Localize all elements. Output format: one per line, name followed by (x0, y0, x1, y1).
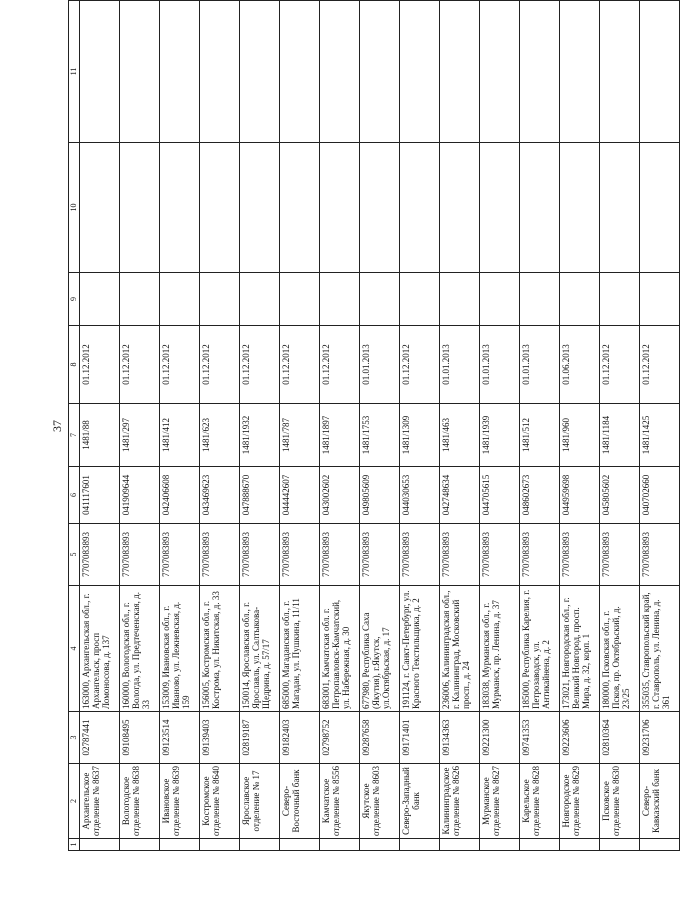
inn-cell: 7707083893 (600, 524, 640, 586)
branch-name-cell: Камчатское отделение № 8556 (320, 764, 360, 839)
date-cell: 01.12.2012 (200, 326, 240, 404)
date-cell: 01.12.2012 (160, 326, 200, 404)
column-9-cell (400, 273, 440, 326)
column-9-cell (560, 273, 600, 326)
registration-number-cell: 1481/1184 (600, 404, 640, 467)
registration-number-cell: 1481/1309 (400, 404, 440, 467)
date-cell: 01.01.2013 (360, 326, 400, 404)
branch-name-cell: Ивановское отделение № 8639 (160, 764, 200, 839)
column-number-header: 5 (69, 524, 80, 586)
column-11-cell (280, 1, 320, 143)
date-cell: 01.12.2012 (120, 326, 160, 404)
row-index-cell (160, 839, 200, 851)
column-10-cell (280, 143, 320, 273)
okpo-code-cell: 02787441 (80, 712, 120, 764)
column-10-cell (240, 143, 280, 273)
inn-cell: 7707083893 (560, 524, 600, 586)
table-row (520, 1, 560, 851)
okpo-code-cell: 02798752 (320, 712, 360, 764)
registration-number-cell: 1481/512 (520, 404, 560, 467)
date-cell: 01.12.2012 (80, 326, 120, 404)
registration-number-cell: 1481/960 (560, 404, 600, 467)
bik-cell: 043469623 (200, 467, 240, 524)
date-cell: 01.01.2013 (520, 326, 560, 404)
inn-cell: 7707083893 (520, 524, 560, 586)
column-9-cell (280, 273, 320, 326)
branch-name-cell: Архангельское отделение № 8637 (80, 764, 120, 839)
bik-cell: 049805609 (360, 467, 400, 524)
bik-cell: 044030653 (400, 467, 440, 524)
column-9-cell (640, 273, 680, 326)
address-cell: 677980, Республика Саха (Якутия), г.Якутск, ул.Октябрьская, д. 17 (360, 586, 400, 712)
inn-cell: 7707083893 (280, 524, 320, 586)
inn-cell: 7707083893 (200, 524, 240, 586)
inn-cell: 7707083893 (120, 524, 160, 586)
column-10-cell (160, 143, 200, 273)
branch-name-cell: Мурманское отделение № 8627 (480, 764, 520, 839)
column-11-cell (440, 1, 480, 143)
row-index-cell (200, 839, 240, 851)
inn-cell: 7707083893 (480, 524, 520, 586)
table-row (640, 1, 680, 851)
column-number-header: 3 (69, 712, 80, 764)
inn-cell: 7707083893 (240, 524, 280, 586)
branch-name-cell: Ярославское отделение № 17 (240, 764, 280, 839)
table-row (560, 1, 600, 851)
row-index-cell (640, 839, 680, 851)
column-11-cell (480, 1, 520, 143)
address-cell: 185000, Республика Карелия, г. Петрозаводск, ул. Антикайнена, д. 2 (520, 586, 560, 712)
okpo-code-cell: 09221300 (480, 712, 520, 764)
column-10-cell (400, 143, 440, 273)
column-number-header-row (69, 1, 80, 851)
bik-cell: 042406608 (160, 467, 200, 524)
branch-name-cell: Северо-Западный банк (400, 764, 440, 839)
table-row (400, 1, 440, 851)
column-10-cell (440, 143, 480, 273)
branch-name-cell: Якутское отделение № 8603 (360, 764, 400, 839)
table-row (360, 1, 400, 851)
row-index-cell (360, 839, 400, 851)
address-cell: 355035, Ставропольский край, г. Ставрополь, ул. Ленина, д. 361 (640, 586, 680, 712)
column-11-cell (560, 1, 600, 143)
inn-cell: 7707083893 (160, 524, 200, 586)
address-cell: 685000, Магаданская обл., г. Магадан, ул. Пушкина, 11/11 (280, 586, 320, 712)
column-9-cell (160, 273, 200, 326)
date-cell: 01.12.2012 (280, 326, 320, 404)
row-index-cell (560, 839, 600, 851)
date-cell: 01.01.2013 (480, 326, 520, 404)
branch-name-cell: Карельское отделение № 8628 (520, 764, 560, 839)
row-index-cell (440, 839, 480, 851)
table-row (160, 1, 200, 851)
row-index-cell (80, 839, 120, 851)
column-9-cell (600, 273, 640, 326)
column-11-cell (80, 1, 120, 143)
column-number-header: 8 (69, 326, 80, 404)
table-row (480, 1, 520, 851)
bik-cell: 042748634 (440, 467, 480, 524)
address-cell: 156005, Костромская обл., г. Кострома, ул. Никитская, д. 33 (200, 586, 240, 712)
inn-cell: 7707083893 (80, 524, 120, 586)
row-index-cell (240, 839, 280, 851)
address-cell: 150014, Ярославская обл., г. Ярославль, ул. Салтыкова-Щедрина, д. 57/17 (240, 586, 280, 712)
column-11-cell (200, 1, 240, 143)
column-10-cell (480, 143, 520, 273)
row-index-cell (600, 839, 640, 851)
okpo-code-cell: 09139403 (200, 712, 240, 764)
column-11-cell (160, 1, 200, 143)
address-cell: 173021, Новгородская обл., г. Великий Новгород, просп. Мира, д. 32, корп. 1 (560, 586, 600, 712)
column-11-cell (400, 1, 440, 143)
registration-number-cell: 1481/1897 (320, 404, 360, 467)
address-cell: 163000, Архангельская обл., г. Архангельск, просп Ломоносова, д. 137 (80, 586, 120, 712)
branch-name-cell: Новгородское отделение № 8629 (560, 764, 600, 839)
registration-number-cell: 1481/88 (80, 404, 120, 467)
branch-name-cell: Вологодское отделение № 8638 (120, 764, 160, 839)
table-row (200, 1, 240, 851)
row-index-cell (480, 839, 520, 851)
bik-cell: 048602673 (520, 467, 560, 524)
column-10-cell (560, 143, 600, 273)
date-cell: 01.01.2013 (440, 326, 480, 404)
address-cell: 191124, г. Санкт-Петербург, ул. Красного Текстильщика, д. 2 (400, 586, 440, 712)
column-11-cell (520, 1, 560, 143)
column-9-cell (360, 273, 400, 326)
column-11-cell (600, 1, 640, 143)
address-cell: 236006, Калининградская обл., г. Калининград, Московский просп., д. 24 (440, 586, 480, 712)
table-row (600, 1, 640, 851)
okpo-code-cell: 09134363 (440, 712, 480, 764)
column-11-cell (640, 1, 680, 143)
table-row (80, 1, 120, 851)
column-10-cell (360, 143, 400, 273)
date-cell: 01.12.2012 (320, 326, 360, 404)
column-number-header: 7 (69, 404, 80, 467)
address-cell: 160000, Вологодская обл., г. Вологда, ул. Предтеченская, д. 33 (120, 586, 160, 712)
inn-cell: 7707083893 (320, 524, 360, 586)
column-number-header: 6 (69, 467, 80, 524)
inn-cell: 7707083893 (640, 524, 680, 586)
row-index-cell (120, 839, 160, 851)
date-cell: 01.12.2012 (600, 326, 640, 404)
inn-cell: 7707083893 (360, 524, 400, 586)
column-9-cell (440, 273, 480, 326)
row-index-cell (280, 839, 320, 851)
column-number-header: 9 (69, 273, 80, 326)
column-10-cell (520, 143, 560, 273)
registration-number-cell: 1481/623 (200, 404, 240, 467)
column-10-cell (80, 143, 120, 273)
registration-number-cell: 1481/297 (120, 404, 160, 467)
branches-table (68, 0, 680, 851)
date-cell: 01.12.2012 (240, 326, 280, 404)
bik-cell: 040702660 (640, 467, 680, 524)
address-cell: 183038, Мурманская обл., г. Мурманск, пр. Ленина, д. 37 (480, 586, 520, 712)
column-10-cell (600, 143, 640, 273)
table-row (280, 1, 320, 851)
registration-number-cell: 1481/787 (280, 404, 320, 467)
bik-cell: 044442607 (280, 467, 320, 524)
okpo-code-cell: 09182403 (280, 712, 320, 764)
column-number-header: 4 (69, 586, 80, 712)
column-9-cell (200, 273, 240, 326)
okpo-code-cell: 02810364 (600, 712, 640, 764)
registration-number-cell: 1481/1932 (240, 404, 280, 467)
okpo-code-cell: 09123514 (160, 712, 200, 764)
column-9-cell (480, 273, 520, 326)
table-row (320, 1, 360, 851)
registration-number-cell: 1481/463 (440, 404, 480, 467)
table-row (240, 1, 280, 851)
date-cell: 01.12.2012 (400, 326, 440, 404)
table-row (440, 1, 480, 851)
registration-number-cell: 1481/1939 (480, 404, 520, 467)
row-index-cell (520, 839, 560, 851)
bik-cell: 041117601 (80, 467, 120, 524)
okpo-code-cell: 09741353 (520, 712, 560, 764)
bik-cell: 044705615 (480, 467, 520, 524)
bik-cell: 043002602 (320, 467, 360, 524)
branch-name-cell: Псковское отделение № 8630 (600, 764, 640, 839)
okpo-code-cell: 09223606 (560, 712, 600, 764)
okpo-code-cell: 09287658 (360, 712, 400, 764)
page-number: 37 (50, 420, 64, 432)
column-number-header: 1 (69, 839, 80, 851)
column-10-cell (120, 143, 160, 273)
column-number-header: 10 (69, 143, 80, 273)
column-11-cell (120, 1, 160, 143)
inn-cell: 7707083893 (400, 524, 440, 586)
column-11-cell (240, 1, 280, 143)
okpo-code-cell: 02819187 (240, 712, 280, 764)
column-9-cell (120, 273, 160, 326)
branch-name-cell: Калининградское отделение № 8626 (440, 764, 480, 839)
column-9-cell (320, 273, 360, 326)
column-9-cell (80, 273, 120, 326)
table-row (120, 1, 160, 851)
column-10-cell (320, 143, 360, 273)
okpo-code-cell: 09108495 (120, 712, 160, 764)
bik-cell: 044959698 (560, 467, 600, 524)
row-index-cell (320, 839, 360, 851)
registration-number-cell: 1481/1753 (360, 404, 400, 467)
okpo-code-cell: 09231706 (640, 712, 680, 764)
row-index-cell (400, 839, 440, 851)
column-10-cell (200, 143, 240, 273)
column-9-cell (240, 273, 280, 326)
registration-number-cell: 1481/1425 (640, 404, 680, 467)
date-cell: 01.12.2012 (640, 326, 680, 404)
rotated-document-page (46, 1, 671, 851)
inn-cell: 7707083893 (440, 524, 480, 586)
table-body (80, 1, 680, 851)
column-number-header: 11 (69, 1, 80, 143)
address-cell: 153009, Ивановская обл., г. Иваново, ул. Лежневская, д. 159 (160, 586, 200, 712)
bik-cell: 041909644 (120, 467, 160, 524)
branch-name-cell: Северо-Восточный банк (280, 764, 320, 839)
branch-name-cell: Северо-Кавказский банк (640, 764, 680, 839)
bik-cell: 045805602 (600, 467, 640, 524)
registration-number-cell: 1481/412 (160, 404, 200, 467)
column-9-cell (520, 273, 560, 326)
column-11-cell (360, 1, 400, 143)
address-cell: 683001, Камчатская обл. г. Петропавловск-Камчатский, ул. Набережная, д. 30 (320, 586, 360, 712)
branch-name-cell: Костромское отделение № 8640 (200, 764, 240, 839)
column-10-cell (640, 143, 680, 273)
column-11-cell (320, 1, 360, 143)
date-cell: 01.06.2013 (560, 326, 600, 404)
okpo-code-cell: 09171401 (400, 712, 440, 764)
column-number-header: 2 (69, 764, 80, 839)
bik-cell: 047888670 (240, 467, 280, 524)
address-cell: 180000, Псковская обл., г. Псков, пр. Октябрьский, д. 23/25 (600, 586, 640, 712)
